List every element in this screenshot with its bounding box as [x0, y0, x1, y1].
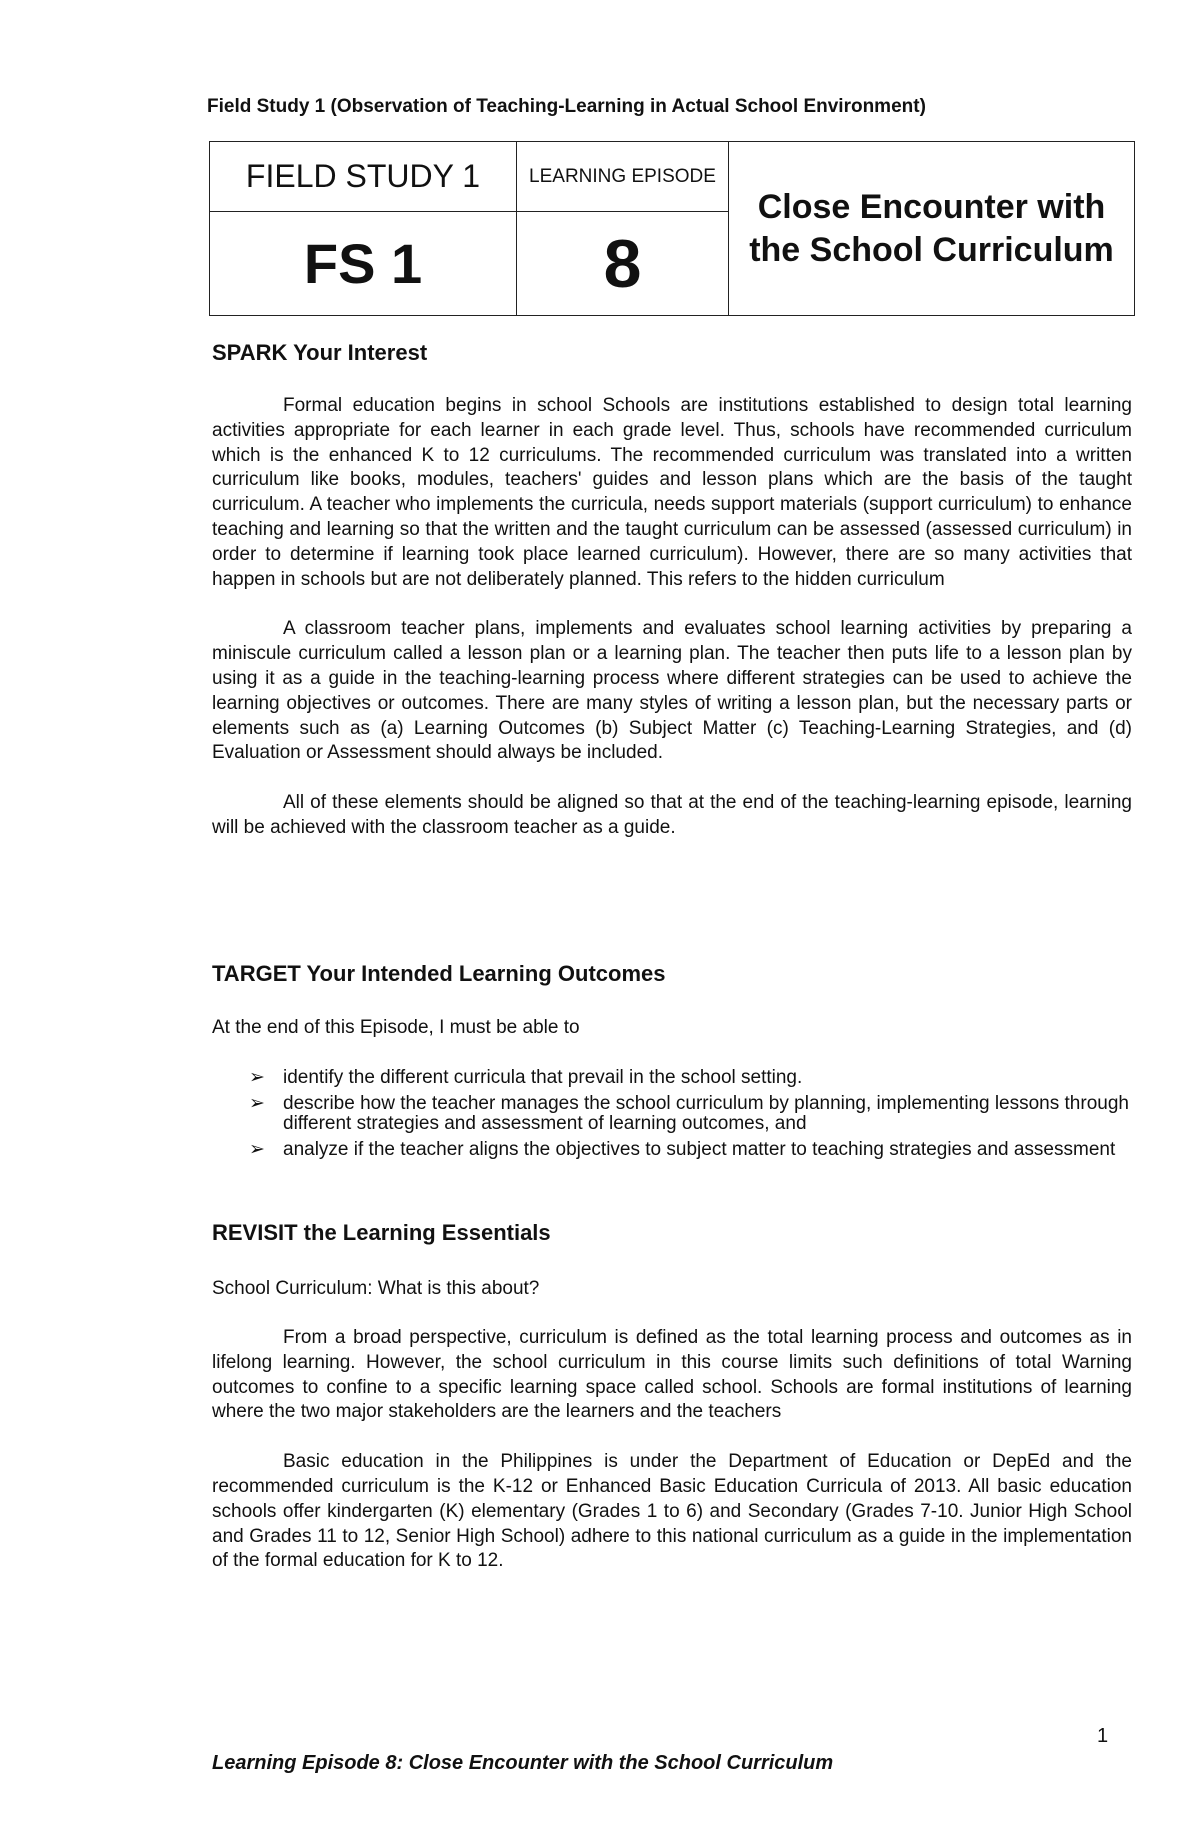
episode-table — [209, 141, 1135, 316]
list-item: ➢ analyze if the teacher aligns the objectives to subject matter to teaching strategies and assessment — [249, 1139, 1116, 1160]
spark-paragraph: A classroom teacher plans, implements and evaluates school learning activities by preparing a miniscule curriculum called a lesson plan or a learning plan. The teacher then puts life to a lesson plan by using it as a guide in the teaching-learning process where different strategies can be used to achieve the learning objectives or outcomes. There are many styles of writing a lesson plan, but the necessary parts or elements such as (a) Learning Outcomes (b) Subject Matter (c) Teaching-Learning Strategies, and (d) Evaluation or Assessment should always be included. — [212, 618, 1132, 764]
spark-paragraph: All of these elements should be aligned so that at the end of the teaching-learning episode, learning will be achieved with the classroom teacher as a guide. — [212, 792, 1132, 838]
arrow-bullet-icon: ➢ — [249, 1139, 265, 1160]
fs-code: FS 1 — [210, 212, 517, 316]
revisit-paragraph: From a broad perspective, curriculum is defined as the total learning process and outcomes as in lifelong learning. However, the school curriculum in this course limits such definitions of total Warning outcomes to confine to a specific learning space called school. Schools are formal institutions of learning where the two major stakeholders are the learners and the teachers — [212, 1327, 1132, 1423]
outcomes-list — [212, 1068, 1132, 1160]
episode-title: Close Encounter with the School Curriculum — [729, 142, 1135, 316]
arrow-bullet-icon: ➢ — [249, 1093, 265, 1114]
learning-episode-label: LEARNING EPISODE — [517, 142, 729, 212]
page-footer: Learning Episode 8: Close Encounter with the School Curriculum — [212, 1752, 834, 1774]
revisit-heading: REVISIT the Learning Essentials — [212, 1220, 551, 1245]
spark-heading: SPARK Your Interest — [212, 340, 428, 365]
revisit-paragraph: Basic education in the Philippines is under the Department of Education or DepEd and the recommended curriculum is the K-12 or Enhanced Basic Education Curricula of 2013. All basic education schools offer kindergarten (K) elementary (Grades 1 to 6) and Secondary (Grades 7-10. Junior High School and Grades 11 to 12, Senior High School) adhere to this national curriculum as a guide in the implementation of the formal education for K to 12. — [212, 1451, 1132, 1572]
field-study-label: FIELD STUDY 1 — [210, 142, 517, 212]
spark-paragraph: Formal education begins in school Schools are institutions established to design total learning activities appropriate for each learner in each grade level. Thus, schools have recommended curriculum which is the enhanced K to 12 curriculums. The recommended curriculum was translated into a written curriculum like books, modules, teachers' guides and lesson plans which are the basis of the taught curriculum. A teacher who implements the curricula, needs support materials (support curriculum) to enhance teaching and learning so that the written and the taught curriculum can be assessed (assessed curriculum) in order to determine if learning took place learned curriculum). However, there are so many activities that happen in schools but are not deliberately planned. This refers to the hidden curriculum — [212, 395, 1132, 590]
target-section — [212, 961, 1132, 1166]
revisit-section — [212, 1220, 1132, 1574]
list-item: ➢ describe how the teacher manages the school curriculum by planning, implementing lessons through different strategies and assessment of learning outcomes, and — [249, 1093, 1129, 1134]
target-heading: TARGET Your Intended Learning Outcomes — [212, 961, 666, 986]
revisit-question: School Curriculum: What is this about? — [212, 1278, 540, 1299]
target-intro: At the end of this Episode, I must be able to — [212, 1017, 580, 1038]
document-header: Field Study 1 (Observation of Teaching-Learning in Actual School Environment) — [207, 96, 926, 117]
list-item: ➢ identify the different curricula that prevail in the school setting. — [249, 1067, 803, 1088]
spark-section — [212, 340, 1132, 841]
arrow-bullet-icon: ➢ — [249, 1067, 265, 1088]
episode-number: 8 — [517, 212, 729, 316]
page-number: 1 — [1097, 1725, 1109, 1747]
